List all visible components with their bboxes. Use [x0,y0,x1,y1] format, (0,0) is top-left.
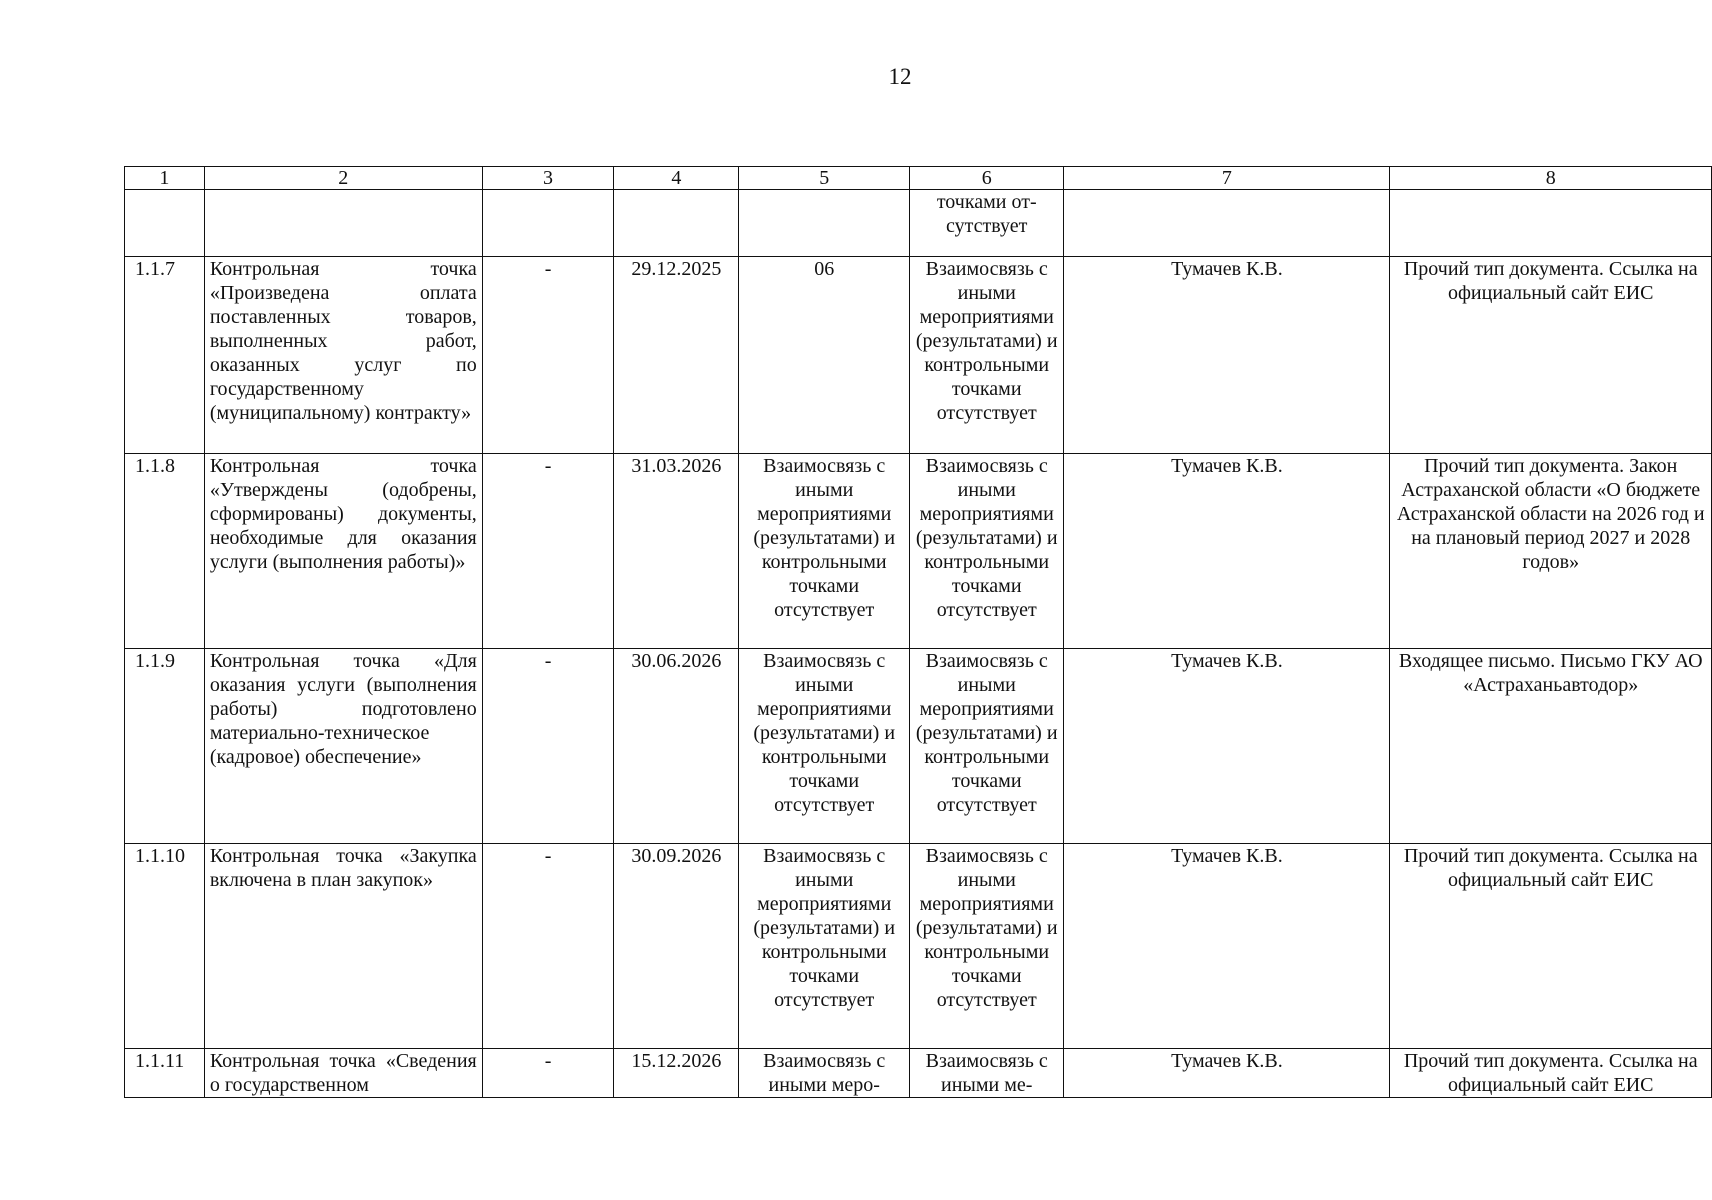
table-header-row [125,167,1712,190]
date-cell: 15.12.2026 [614,1049,739,1098]
date-cell [614,190,739,257]
table-row [125,190,1712,257]
document-cell [1390,190,1712,257]
column-5-value: Взаимосвязь с иными меро- [739,1049,910,1098]
table-row [125,454,1712,649]
control-point-name: Контрольная точка «Сведения о государственном [204,1049,482,1098]
row-number: 1.1.9 [125,649,205,844]
row-number: 1.1.11 [125,1049,205,1098]
column-3-value: - [482,454,614,649]
column-3-value: - [482,257,614,454]
column-5-value: Взаимосвязь с иными мероприятиями (результатами) и контрольными точками отсутствует [739,844,910,1049]
row-number: 1.1.7 [125,257,205,454]
relation-cell: Взаимосвязь с иными мероприятиями (результатами) и контрольными точками отсутствует [910,844,1064,1049]
row-number: 1.1.8 [125,454,205,649]
responsible-cell: Тумачев К.В. [1064,1049,1390,1098]
column-5-value: Взаимосвязь с иными мероприятиями (результатами) и контрольными точками отсутствует [739,454,910,649]
column-5-value: Взаимосвязь с иными мероприятиями (результатами) и контрольными точками отсутствует [739,649,910,844]
table-row [125,257,1712,454]
page-number: 12 [888,64,912,89]
row-number [125,190,205,257]
column-5-value [739,190,910,257]
header-cell: 4 [614,167,739,190]
control-point-name [204,190,482,257]
column-3-value: - [482,649,614,844]
relation-cell: Взаимосвязь с иными мероприятиями (результатами) и контрольными точками отсутствует [910,257,1064,454]
header-cell: 6 [910,167,1064,190]
control-point-name: Контрольная точка «Закупка включена в план закупок» [204,844,482,1049]
column-5-value: 06 [739,257,910,454]
header-cell: 5 [739,167,910,190]
responsible-cell: Тумачев К.В. [1064,454,1390,649]
column-3-value [482,190,614,257]
control-point-name: Контрольная точка «Произведена оплата поставленных товаров, выполненных работ, оказанных услуг по государственному (муниципальному) контракту» [204,257,482,454]
document-cell: Прочий тип документа. Ссылка на официальный сайт ЕИС [1390,1049,1712,1098]
date-cell: 30.06.2026 [614,649,739,844]
table-row [125,1049,1712,1098]
responsible-cell: Тумачев К.В. [1064,257,1390,454]
responsible-cell [1064,190,1390,257]
column-3-value: - [482,1049,614,1098]
document-cell: Входящее письмо. Письмо ГКУ АО «Астраханьавтодор» [1390,649,1712,844]
table-row [125,844,1712,1049]
column-3-value: - [482,844,614,1049]
control-points-table [124,166,1712,1098]
date-cell: 29.12.2025 [614,257,739,454]
date-cell: 30.09.2026 [614,844,739,1049]
responsible-cell: Тумачев К.В. [1064,844,1390,1049]
header-cell: 8 [1390,167,1712,190]
header-cell: 7 [1064,167,1390,190]
relation-cell: Взаимосвязь с иными мероприятиями (результатами) и контрольными точками отсутствует [910,454,1064,649]
document-cell: Прочий тип документа. Ссылка на официальный сайт ЕИС [1390,844,1712,1049]
header-cell: 2 [204,167,482,190]
header-cell: 1 [125,167,205,190]
document-cell: Прочий тип документа. Закон Астраханской области «О бюджете Астраханской области на 2026 год и на плановый период 2027 и 2028 годов» [1390,454,1712,649]
date-cell: 31.03.2026 [614,454,739,649]
control-point-name: Контрольная точка «Для оказания услуги (выполнения работы) подготовлено материально-техническое (кадровое) обеспечение» [204,649,482,844]
responsible-cell: Тумачев К.В. [1064,649,1390,844]
document-cell: Прочий тип документа. Ссылка на официальный сайт ЕИС [1390,257,1712,454]
control-point-name: Контрольная точка «Утверждены (одобрены, сформированы) документы, необходимые для оказания услуги (выполнения работы)» [204,454,482,649]
relation-cell: точками от-сутствует [910,190,1064,257]
relation-cell: Взаимосвязь с иными мероприятиями (результатами) и контрольными точками отсутствует [910,649,1064,844]
row-number: 1.1.10 [125,844,205,1049]
relation-cell: Взаимосвязь с иными ме- [910,1049,1064,1098]
header-cell: 3 [482,167,614,190]
table-row [125,649,1712,844]
